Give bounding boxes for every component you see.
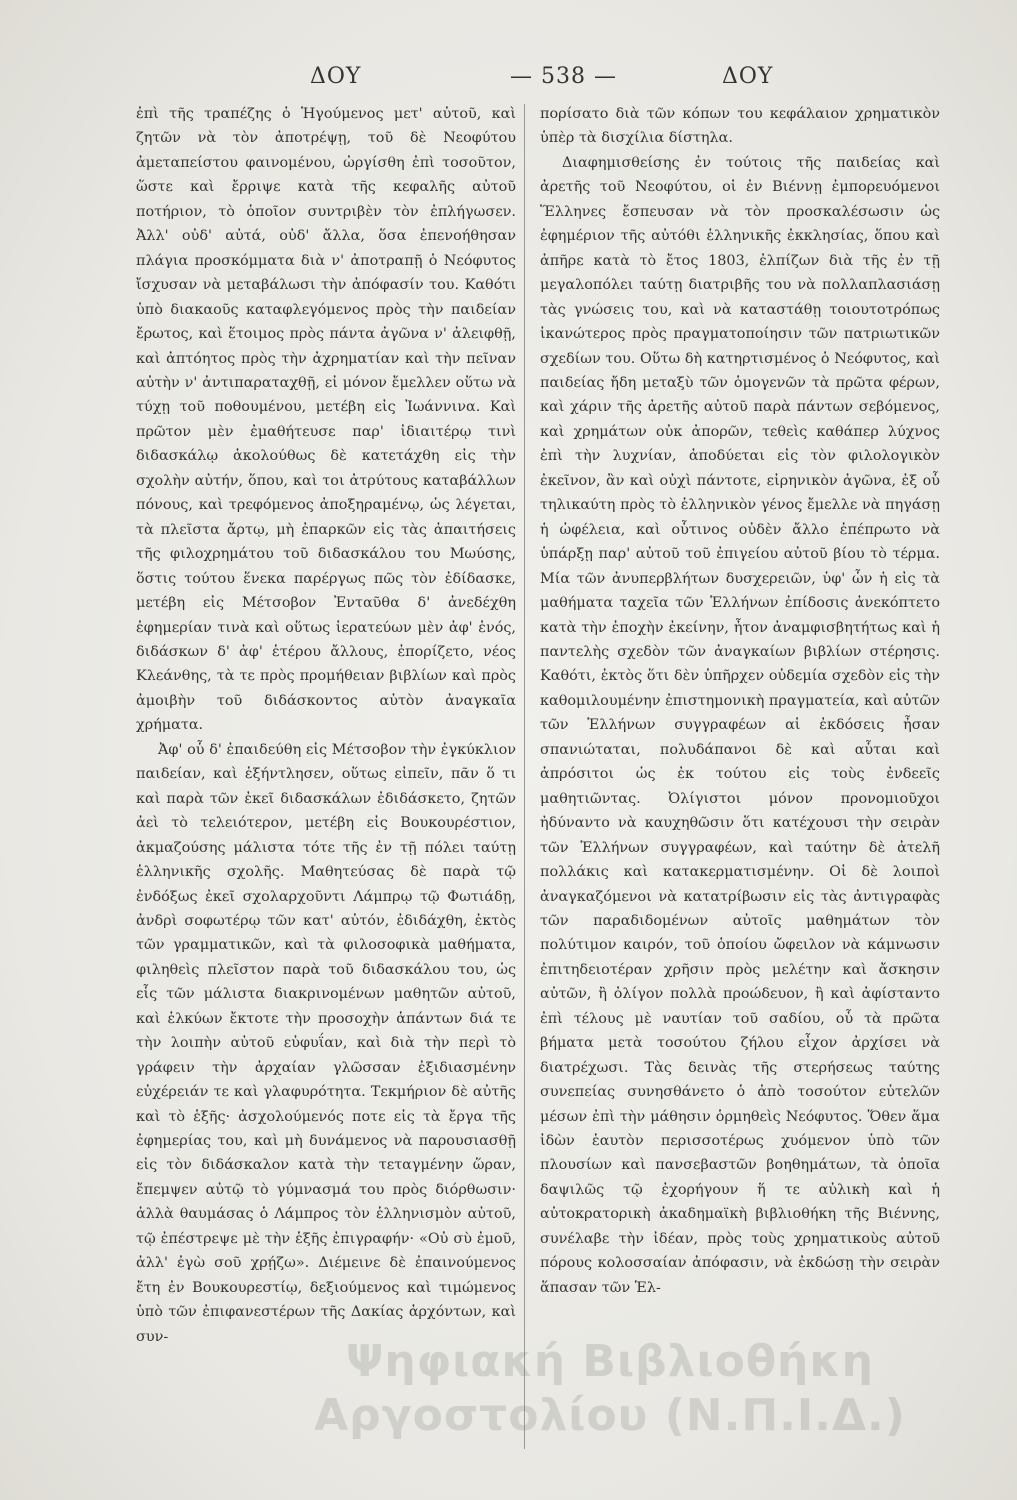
column-divider — [524, 104, 525, 1449]
library-watermark: Ψηφιακή Βιβλιοθήκη Αργοστολίου (Ν.Π.Ι.Δ.) — [314, 1336, 906, 1441]
right-paragraph-2: Διαφημισθείσης ἐν τούτοις τῆς παιδείας καὶ ἀρετῆς τοῦ Νεοφύτου, οἱ ἐν Βιέννῃ ἐμπορευόμενοι Ἕλληνες ἔσπευσαν νὰ τὸν προσκαλέσωσιν ὡς ἐφημέριον τῆς αὐτόθι ἑλληνικῆς ἐκκλησίας, ὅπου καὶ ἀπῆρε κατὰ τὸ ἔτος 1803, ἐλπίζων διὰ τῆς ἐν τῇ μεγαλοπόλει ταύτῃ διατριβῆς του νὰ πολλαπλασιάσῃ τὰς γνώσεις του, καὶ νὰ καταστάθῃ τοιουτοτρόπως ἱκανώτερος πρὸς πραγματοποίησιν τῶν πατριωτικῶν σχεδίων του. Οὕτω δὴ κατηρτισμένος ὁ Νεόφυτος, καὶ παιδείας ἤδη μεταξὺ τῶν ὁμογενῶν τὰ πρῶτα φέρων, καὶ χάριν τῆς ἀρετῆς αὐτοῦ παρὰ πάντων σεβόμενος, καὶ χρημάτων οὐκ ἀπορῶν, τεθεὶς καθάπερ λύχνος ἐπὶ τὴν λυχνίαν, ἀποδύεται εἰς τὸν φιλολογικὸν ἐκεῖνον, ἂν καὶ οὐχὶ πάντοτε, εἰρηνικὸν ἀγῶνα, ἐξ οὗ τηλικαύτη πρὸς τὸ ἑλληνικὸν γένος ἔμελλε νὰ πηγάσῃ ἡ ὠφέλεια, καὶ οὗτινος οὐδὲν ἄλλο ἐπέπρωτο νὰ ὑπάρξῃ παρ' αὐτοῦ τοῦ ἐπιγείου αὐτοῦ βίου τὸ τέρμα. Μία τῶν ἀνυπερβλήτων δυσχερειῶν, ὑφ' ὧν ἡ εἰς τὰ μαθήματα ταχεῖα τῶν Ἑλλήνων ἐπίδοσις ἀνεκόπτετο κατὰ τὴν ἐποχὴν ἐκείνην, ἦτον ἀναμφισβητήτως καὶ ἡ παντελὴς σχεδὸν τῶν ἀναγκαίων βιβλίων στέρησις. Καθότι, ἐκτὸς ὅτι δὲν ὑπῆρχεν οὐδεμία σχεδὸν εἰς τὴν καθομιλουμένην ἐπιστημονικὴ πραγματεία, καὶ αὐτῶν τῶν Ἑλλήνων συγγραφέων αἱ ἐκδόσεις ἦσαν σπανιώταται, πολυδάπανοι δὲ καὶ αὗται καὶ ἀπρόσιτοι ὡς ἐκ τούτου εἰς τοὺς ἐνδεεῖς μαθητιῶντας. Ὀλίγιστοι μόνον προνομιοῦχοι ἠδύναντο νὰ καυχηθῶσιν ὅτι κατέχουσι τὴν σειρὰν τῶν Ἑλλήνων συγγραφέων, καὶ ταύτην δὲ ἀτελῆ πολλάκις καὶ κατακερματισμένην. Οἱ δὲ λοιποὶ ἀναγκαζόμενοι νὰ κατατρίβωσιν εἰς τὰς ἀντιγραφὰς τῶν παραδιδομένων αὐτοῖς μαθημάτων τὸν πολύτιμον καιρόν, τοῦ ὁποίου ὤφειλον νὰ κάμνωσιν ἐπιτηδειοτέραν χρῆσιν πρὸς μελέτην καὶ ἄσκησιν αὐτῶν, ἢ ὀλίγον πολλὰ προώδευον, ἢ καὶ ἀφίσταντο ἐπὶ τέλους μὲ ναυτίαν τοῦ σαδίου, οὗ τὰ πρῶτα βήματα μετὰ τοσούτου ζήλου εἶχον ἀρχίσει νὰ διατρέχωσι. Τὰς δεινὰς τῆς στερήσεως ταύτης συνεπείας συνησθάνετο ὁ ἀπὸ τοσούτον εὐτελῶν μέσων ἐπὶ τὴν μάθησιν ὁρμηθεὶς Νεόφυτος. Ὅθεν ἅμα ἰδὼν ἑαυτὸν περισσοτέρως χυόμενον ὑπὸ τῶν πλουσίων καὶ πανσεβαστῶν βοηθημάτων, τὰ ὁποῖα δαψιλῶς τῷ ἐχορήγουν ἥ τε αὐλικὴ καὶ ἡ αὐτοκρατορικὴ ἀκαδημαϊκὴ βιβλιοθήκη τῆς Βιέννης, συνέλαβε τὴν ἰδέαν, πρὸς τοὺς χρηματικοὺς αὐτοῦ πόρους κολοσσαίαν ἀπόφασιν, νὰ ἐκδώσῃ τὴν σειρὰν ἅπασαν τῶν Ἑλ- — [540, 154, 940, 1296]
left-paragraph-2: Ἀφ' οὗ δ' ἐπαιδεύθη εἰς Μέτσοβον τὴν ἐγκύκλιον παιδείαν, καὶ ἐξήντλησεν, οὕτως εἰπεῖν, πᾶν ὅ τι καὶ παρὰ τῶν ἐκεῖ διδασκάλων ἐδιδάσκετο, ζητῶν ἀεὶ τὸ τελειότερον, μετέβη εἰς Βουκουρέστιον, ἀκμαζούσης μάλιστα τότε τῆς ἐν τῇ πόλει ταύτῃ ἑλληνικῆς σχολῆς. Μαθητεύσας δὲ παρὰ τῷ ἐνδόξως ἐκεῖ σχολαρχοῦντι Λάμπρῳ τῷ Φωτιάδῃ, ἀνδρὶ σοφωτέρῳ τῶν κατ' αὐτόν, ἐδιδάχθη, ἐκτὸς τῶν γραμματικῶν, καὶ τὰ φιλοσοφικὰ μαθήματα, φιληθεὶς πλεῖστον παρὰ τοῦ διδασκάλου του, ὡς εἷς τῶν μάλιστα διακρινομένων μαθητῶν αὐτοῦ, καὶ ἑλκύων ἔκτοτε τὴν προσοχὴν ἁπάντων διά τε τὴν λοιπὴν αὐτοῦ εὐφυΐαν, καὶ διὰ τὴν περὶ τὸ γράφειν τὴν ἀρχαίαν γλῶσσαν ἐξιδιασμένην εὐχέρειάν τε καὶ γλαφυρότητα. Τεκμήριον δὲ αὐτῆς καὶ τὸ ἑξῆς· ἀσχολούμενός ποτε εἰς τὰ ἔργα τῆς ἐφημερίας του, καὶ μὴ δυνάμενος νὰ παρουσιασθῇ εἰς τὸν διδάσκαλον κατὰ τὴν τεταγμένην ὥραν, ἔπεμψεν αὐτῷ τὸ γύμνασμά του πρὸς διόρθωσιν· ἀλλὰ θαυμάσας ὁ Λάμπρος τὸν ἑλληνισμὸν αὐτοῦ, τῷ ἐπέστρεψε μὲ τὴν ἑξῆς ἐπιγραφήν· «Οὐ σὺ ἐμοῦ, ἀλλ' ἐγὼ σοῦ χρῄζω». Διέμεινε δὲ ἐπαινούμενος ἔτη ἐν Βουκουρεστίῳ, δεξιούμενος καὶ τιμώμενος ὑπὸ τῶν ἐπιφανεστέρων τῆς Δακίας ἀρχόντων, καὶ συν- — [136, 741, 516, 1345]
right-paragraph-1: πορίσατο διὰ τῶν κόπων του κεφάλαιον χρηματικὸν ὑπὲρ τὰ δισχίλια δίστηλα. — [540, 106, 940, 147]
running-header — [130, 64, 930, 98]
right-column — [540, 102, 940, 1300]
header-right-label: ΔΟΥ — [722, 64, 774, 89]
left-paragraph-1: ἐπὶ τῆς τραπέζης ὁ Ἡγούμενος μετ' αὐτοῦ, καὶ ζητῶν νὰ τὸν ἀποτρέψῃ, τοῦ δὲ Νεοφύτου ἀμεταπείστου φαινομένου, ὠργίσθη ἐπὶ τοσοῦτον, ὥστε καὶ ἔρριψε κατὰ τῆς κεφαλῆς αὐτοῦ ποτήριον, τὸ ὁποῖον συντριβὲν τὸν ἐπλήγωσεν. Ἀλλ' οὐδ' αὐτά, οὐδ' ἄλλα, ὅσα ἐπενοήθησαν πλάγια προσκόμματα διὰ ν' ἀποτραπῇ ὁ Νεόφυτος ἴσχυσαν νὰ μεταβάλωσι τὴν ἀπόφασίν του. Καθότι ὑπὸ διακαοῦς καταφλεγόμενος πρὸς τὴν παιδείαν ἔρωτος, καὶ ἕτοιμος πρὸς πάντα ἀγῶνα ν' ἀλειφθῇ, καὶ ἀπτόητος πρὸς τὴν ἀχρηματίαν καὶ τὴν πεῖναν αὐτὴν ν' ἀντιπαραταχθῇ, εἰ μόνον ἔμελλεν οὕτω νὰ τύχῃ τοῦ ποθουμένου, μετέβη εἰς Ἰωάννινα. Καὶ πρῶτον μὲν ἐμαθήτευσε παρ' ἰδιαιτέρῳ τινὶ διδασκάλῳ ἀκολούθως δὲ κατετάχθη εἰς τὴν σχολὴν αὐτήν, ὅπου, καὶ τοι ἀτρύτους καταβάλλων πόνους, καὶ τρεφόμενος ἀποξηραμένῳ, ὡς λέγεται, τὰ πλεῖστα ἄρτῳ, μὴ ἐπαρκῶν εἰς τὰς ἀπαιτήσεις τῆς φιλοχρημάτου τοῦ διδασκάλου του Μωύσης, ὅστις τούτου ἕνεκα παρέργως πῶς τὸν ἐδίδασκε, μετέβη εἰς Μέτσοβον Ἐνταῦθα δ' ἀνεδέχθη ἐφημερίαν τινὰ καὶ οὕτως ἱερατεύων μὲν ἀφ' ἑνός, διδάσκων δ' ἀφ' ἑτέρου ἄλλους, ἐπορίζετο, νέος Κλεάνθης, τὰ τε πρὸς προμήθειαν βιβλίων καὶ πρὸς ἀμοιβὴν τοῦ διδάσκοντος αὐτὸν ἀναγκαῖα χρήματα. — [136, 106, 516, 734]
page-number: — 538 — — [510, 64, 617, 89]
left-column — [136, 102, 516, 1349]
header-left-label: ΔΟΥ — [310, 64, 362, 89]
